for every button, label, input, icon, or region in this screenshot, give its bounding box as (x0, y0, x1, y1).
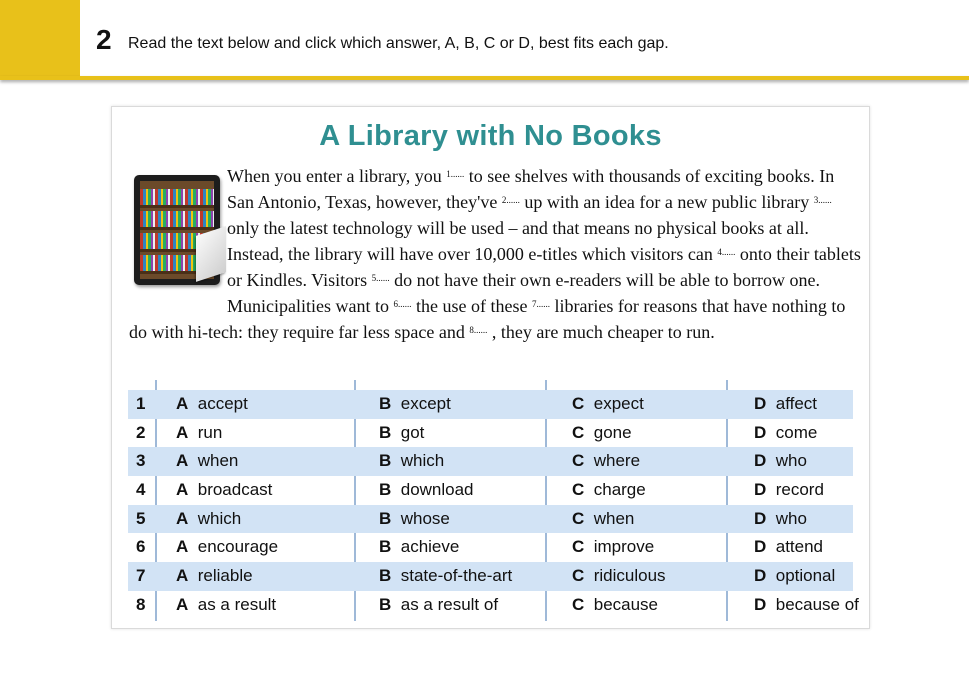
answer-option-a[interactable] (176, 505, 241, 534)
answer-option-d[interactable] (754, 591, 859, 620)
option-letter: D (754, 566, 767, 586)
option-text: improve (593, 537, 655, 557)
article-passage (129, 163, 861, 345)
gap-marker: 5...... (371, 273, 390, 283)
task-instruction: Read the text below and click which answer, A, B, C or D, best fits each gap. (128, 35, 669, 52)
option-letter: B (379, 451, 392, 471)
gap-marker: 3...... (813, 195, 832, 205)
answer-option-a[interactable] (176, 476, 272, 505)
option-letter: A (176, 594, 189, 614)
answer-option-b[interactable] (379, 562, 512, 591)
option-letter: C (572, 508, 585, 528)
option-letter: A (176, 566, 189, 586)
question-number: 6 (136, 537, 146, 557)
gap-marker: 8...... (469, 325, 488, 335)
question-number: 2 (136, 422, 146, 442)
passage-text: the use of these (411, 296, 532, 316)
option-letter: A (176, 422, 189, 442)
question-number: 8 (136, 594, 146, 614)
question-row (128, 562, 853, 591)
passage-text: up with an idea for a new public library (519, 192, 814, 212)
gap-marker: 1...... (446, 169, 465, 179)
option-text: gone (593, 422, 632, 442)
option-letter: B (379, 422, 392, 442)
passage-text: , they are much cheaper to run. (487, 322, 715, 342)
option-letter: C (572, 537, 585, 557)
option-letter: A (176, 480, 189, 500)
option-text: run (197, 422, 223, 442)
answer-option-b[interactable] (379, 476, 474, 505)
option-letter: D (754, 537, 767, 557)
option-letter: C (572, 394, 585, 413)
option-text: achieve (400, 537, 460, 557)
answer-option-c[interactable] (572, 447, 640, 476)
option-letter: B (379, 594, 392, 614)
answer-option-c[interactable] (572, 505, 634, 534)
header-accent-block (0, 0, 80, 76)
question-number: 7 (136, 566, 146, 586)
answer-option-c[interactable] (572, 562, 666, 591)
answer-option-d[interactable] (754, 419, 817, 448)
option-letter: A (176, 451, 189, 471)
option-text: affect (775, 394, 818, 413)
option-text: attend (775, 537, 823, 557)
passage-text: only the latest technology will be used – and that means no physical books at all. Instead, the library will have over 10,000 e-titles which visitors can (227, 218, 809, 264)
option-letter: B (379, 508, 392, 528)
question-row (128, 533, 853, 562)
answer-option-c[interactable] (572, 476, 646, 505)
option-letter: A (176, 537, 189, 557)
answer-option-d[interactable] (754, 447, 807, 476)
answer-option-d[interactable] (754, 533, 823, 562)
option-text: record (775, 480, 824, 500)
option-text: as a result (197, 594, 277, 614)
task-number: 2 (96, 24, 112, 55)
option-text: who (775, 508, 807, 528)
option-letter: D (754, 394, 767, 413)
question-row (128, 419, 853, 448)
answer-option-a[interactable] (176, 591, 276, 620)
option-letter: A (176, 394, 189, 413)
answer-option-b[interactable] (379, 505, 450, 534)
question-number: 5 (136, 508, 146, 528)
answer-option-b[interactable] (379, 533, 459, 562)
option-text: broadcast (197, 480, 273, 500)
option-letter: D (754, 422, 767, 442)
option-text: optional (775, 566, 836, 586)
answer-option-c[interactable] (572, 533, 654, 562)
question-row (128, 390, 853, 419)
option-letter: B (379, 480, 392, 500)
option-letter: C (572, 566, 585, 586)
option-text: ridiculous (593, 566, 666, 586)
option-text: charge (593, 480, 646, 500)
answer-option-c[interactable] (572, 419, 632, 448)
option-letter: B (379, 566, 392, 586)
answer-option-d[interactable] (754, 562, 835, 591)
option-text: who (775, 451, 807, 471)
option-letter: D (754, 594, 767, 614)
answer-option-b[interactable] (379, 419, 424, 448)
answer-option-a[interactable] (176, 390, 248, 419)
option-letter: A (176, 508, 189, 528)
passage-text: to see shelves with thousands of exciting books. In San Antonio, Texas, however, they've (227, 166, 835, 212)
question-row (128, 505, 853, 534)
question-row (128, 591, 859, 620)
answer-option-c[interactable] (572, 390, 644, 419)
option-text: state-of-the-art (400, 566, 513, 586)
option-letter: C (572, 422, 585, 442)
option-letter: D (754, 480, 767, 500)
question-row (128, 447, 853, 476)
option-text: where (593, 451, 641, 471)
option-text: expect (593, 394, 644, 413)
answer-option-d[interactable] (754, 390, 817, 419)
question-row (128, 476, 853, 505)
passage-text: libraries for reasons that have nothing to do with hi-tech: they require far less space and (129, 296, 846, 342)
answer-option-d[interactable] (754, 476, 824, 505)
question-number: 3 (136, 451, 146, 471)
option-text: which (197, 508, 242, 528)
option-text: got (400, 422, 425, 442)
answer-option-a[interactable] (176, 447, 238, 476)
option-text: reliable (197, 566, 253, 586)
answer-option-d[interactable] (754, 505, 807, 534)
answer-option-a[interactable] (176, 562, 253, 591)
passage-text: When you enter a library, you (227, 166, 447, 186)
gap-marker: 2...... (501, 195, 520, 205)
option-letter: D (754, 451, 767, 471)
option-text: when (593, 508, 635, 528)
answer-option-c[interactable] (572, 591, 658, 620)
option-text: because (593, 594, 659, 614)
option-text: as a result of (400, 594, 499, 614)
answer-option-a[interactable] (176, 533, 278, 562)
option-text: which (400, 451, 445, 471)
gap-marker: 7...... (531, 299, 550, 309)
option-text: when (197, 451, 239, 471)
option-text: because of (775, 594, 859, 614)
answer-option-b[interactable] (379, 390, 451, 419)
answer-option-b[interactable] (379, 591, 498, 620)
header-rule (0, 76, 969, 80)
article-title: A Library with No Books (319, 120, 662, 152)
option-text: download (400, 480, 474, 500)
option-letter: C (572, 480, 585, 500)
option-letter: C (572, 451, 585, 471)
answer-options-table (128, 390, 859, 620)
answer-option-b[interactable] (379, 447, 444, 476)
gap-marker: 4...... (717, 247, 736, 257)
option-text: except (400, 394, 451, 413)
answer-option-a[interactable] (176, 419, 222, 448)
option-letter: C (572, 594, 585, 614)
option-text: come (775, 422, 818, 442)
question-number: 1 (136, 394, 146, 413)
gap-marker: 6...... (393, 299, 412, 309)
option-text: encourage (197, 537, 279, 557)
option-letter: B (379, 394, 392, 413)
passage-text: do not have their own e-readers will be able to borrow one. Municipalities want to (227, 270, 820, 316)
option-letter: B (379, 537, 392, 557)
passage-text: onto their tablets or Kindles. Visitors (227, 244, 861, 290)
option-text: whose (400, 508, 450, 528)
option-text: accept (197, 394, 248, 413)
question-number: 4 (136, 480, 146, 500)
option-letter: D (754, 508, 767, 528)
